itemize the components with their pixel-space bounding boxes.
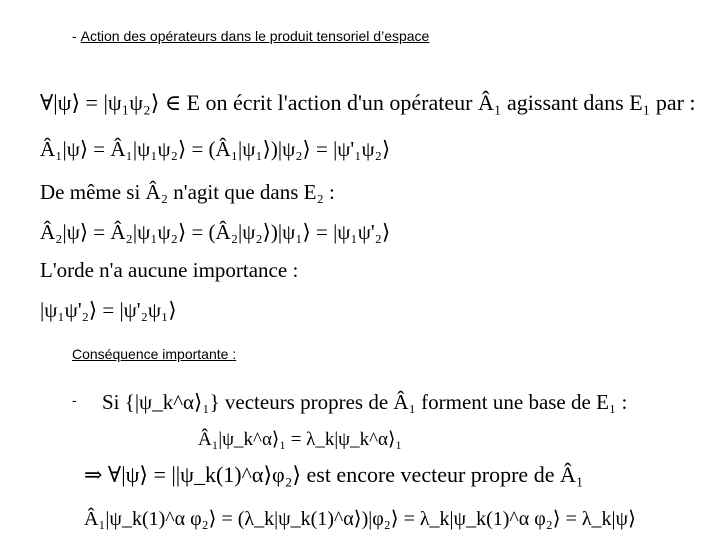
consequence-line-3: ⇒ ∀|ψ⟩ = ||ψ_k(1)^α⟩φ₂⟩ est encore vecteur propre de Â₁: [84, 462, 584, 487]
formula-line-5: L'orde n'a aucune importance :: [40, 258, 299, 282]
formula-line-4: Â₂|ψ⟩ = Â₂|ψ₁ψ₂⟩ = (Â₂|ψ₂⟩)|ψ₁⟩ = |ψ₁ψ'₂⟩: [40, 220, 391, 244]
consequence-line-4: Â₁|ψ_k(1)^α φ₂⟩ = (λ_k|ψ_k(1)^α⟩)|φ₂⟩ = λ_k|ψ_k(1)^α φ₂⟩ = λ_k|ψ⟩: [84, 508, 636, 530]
formula-line-1: ∀|ψ⟩ = |ψ₁ψ₂⟩ ∈ E on écrit l'action d'un opérateur Â₁ agissant dans E₁ par :: [40, 90, 696, 115]
formula-line-6: |ψ₁ψ'₂⟩ = |ψ'₂ψ₁⟩: [40, 298, 177, 322]
consequence-dash: -: [72, 392, 77, 408]
formula-line-3: De même si Â₂ n'agit que dans E₂ :: [40, 180, 335, 204]
section-title: [72, 28, 429, 44]
consequence-line-2: Â₁|ψ_k^α⟩₁ = λ_k|ψ_k^α⟩₁: [198, 429, 402, 450]
consequence-line-1: Si {|ψ_k^α⟩₁} vecteurs propres de Â₁ forment une base de E₁ :: [102, 390, 628, 414]
formula-line-2: Â₁|ψ⟩ = Â₁|ψ₁ψ₂⟩ = (Â₁|ψ₁⟩)|ψ₂⟩ = |ψ'₁ψ₂⟩: [40, 137, 391, 161]
consequence-title: Conséquence importante :: [72, 346, 237, 362]
section-title-text: Action des opérateurs dans le produit tensoriel d’espace: [80, 28, 430, 44]
section-dash: -: [72, 28, 77, 44]
